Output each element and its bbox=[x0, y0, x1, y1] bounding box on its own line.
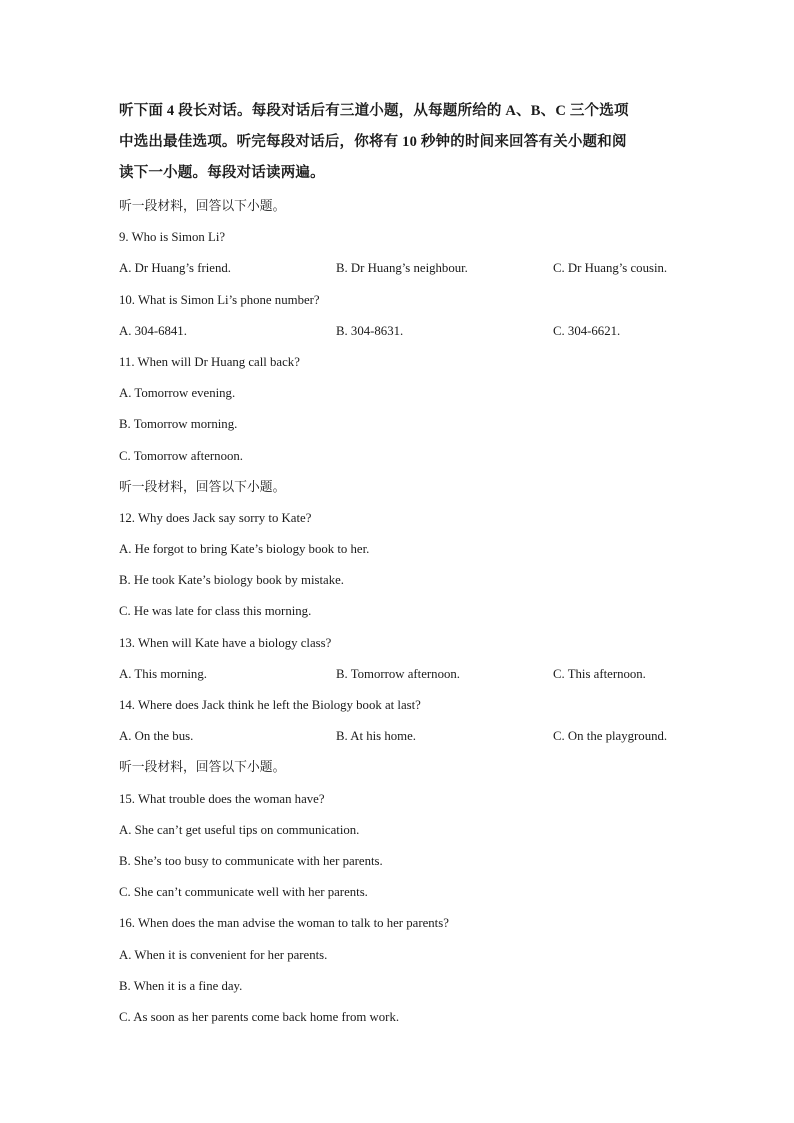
question-block bbox=[119, 752, 681, 1033]
question-stem: 10. What is Simon Li’s phone number? bbox=[119, 292, 320, 307]
question-stem: 9. Who is Simon Li? bbox=[119, 230, 226, 245]
answer-option[interactable]: B. At his home. bbox=[336, 729, 416, 744]
answer-option[interactable]: B. 304-8631. bbox=[336, 323, 404, 338]
options-row bbox=[119, 659, 681, 690]
answer-option[interactable]: B. Tomorrow morning. bbox=[119, 417, 238, 432]
options-row bbox=[119, 721, 681, 752]
answer-option[interactable]: B. Tomorrow afternoon. bbox=[336, 666, 460, 681]
question-block bbox=[119, 472, 681, 753]
answer-option[interactable]: C. On the playground. bbox=[553, 729, 668, 744]
answer-option[interactable]: A. Dr Huang’s friend. bbox=[119, 261, 231, 276]
answer-option[interactable]: C. Tomorrow afternoon. bbox=[119, 448, 243, 463]
options-row bbox=[119, 253, 681, 284]
answer-option[interactable]: C. As soon as her parents come back home from work. bbox=[119, 1009, 400, 1024]
instructions-line: 读下一小题。每段对话读两遍。 bbox=[119, 165, 325, 181]
block-heading: 听一段材料，回答以下小题。 bbox=[119, 199, 286, 213]
answer-option[interactable]: B. She’s too busy to communicate with her parents. bbox=[119, 853, 383, 868]
answer-option[interactable]: A. Tomorrow evening. bbox=[119, 386, 236, 401]
block-heading: 听一段材料，回答以下小题。 bbox=[119, 760, 286, 775]
answer-option[interactable]: A. This morning. bbox=[119, 666, 207, 681]
instructions-line: 中选出最佳选项。听完每段对话后，你将有 10 秒钟的时间来回答有关小题和阅 bbox=[119, 134, 627, 150]
answer-option[interactable]: C. He was late for class this morning. bbox=[119, 604, 312, 619]
answer-option[interactable]: A. 304-6841. bbox=[119, 323, 187, 338]
options-row bbox=[119, 316, 681, 347]
question-stem: 12. Why does Jack say sorry to Kate? bbox=[119, 510, 312, 525]
answer-option[interactable]: C. 304-6621. bbox=[553, 323, 621, 338]
answer-option[interactable]: C. Dr Huang’s cousin. bbox=[553, 261, 668, 276]
answer-option[interactable]: B. He took Kate’s biology book by mistake. bbox=[119, 573, 344, 588]
answer-option[interactable]: A. When it is convenient for her parents. bbox=[119, 947, 328, 962]
answer-option[interactable]: A. He forgot to bring Kate’s biology book to her. bbox=[119, 542, 370, 557]
section-instructions bbox=[119, 96, 681, 189]
answer-option[interactable]: C. This afternoon. bbox=[553, 666, 646, 681]
answer-option[interactable]: A. She can’t get useful tips on communication. bbox=[119, 822, 360, 837]
question-stem: 11. When will Dr Huang call back? bbox=[119, 354, 300, 369]
listening-section bbox=[119, 96, 681, 1033]
answer-option[interactable]: B. When it is a fine day. bbox=[119, 978, 243, 993]
question-blocks bbox=[119, 191, 681, 1033]
instructions-line: 听下面 4 段长对话。每段对话后有三道小题，从每题所给的 A、B、C 三个选项 bbox=[119, 103, 629, 119]
question-stem: 14. Where does Jack think he left the Biology book at last? bbox=[119, 698, 421, 712]
answer-option[interactable]: B. Dr Huang’s neighbour. bbox=[336, 261, 468, 276]
question-block bbox=[119, 191, 681, 472]
question-stem: 13. When will Kate have a biology class? bbox=[119, 635, 332, 650]
answer-option[interactable]: C. She can’t communicate well with her parents. bbox=[119, 885, 368, 900]
answer-option[interactable]: A. On the bus. bbox=[119, 729, 194, 744]
block-heading: 听一段材料，回答以下小题。 bbox=[119, 479, 286, 494]
question-stem: 16. When does the man advise the woman to talk to her parents? bbox=[119, 916, 449, 931]
question-stem: 15. What trouble does the woman have? bbox=[119, 791, 325, 806]
